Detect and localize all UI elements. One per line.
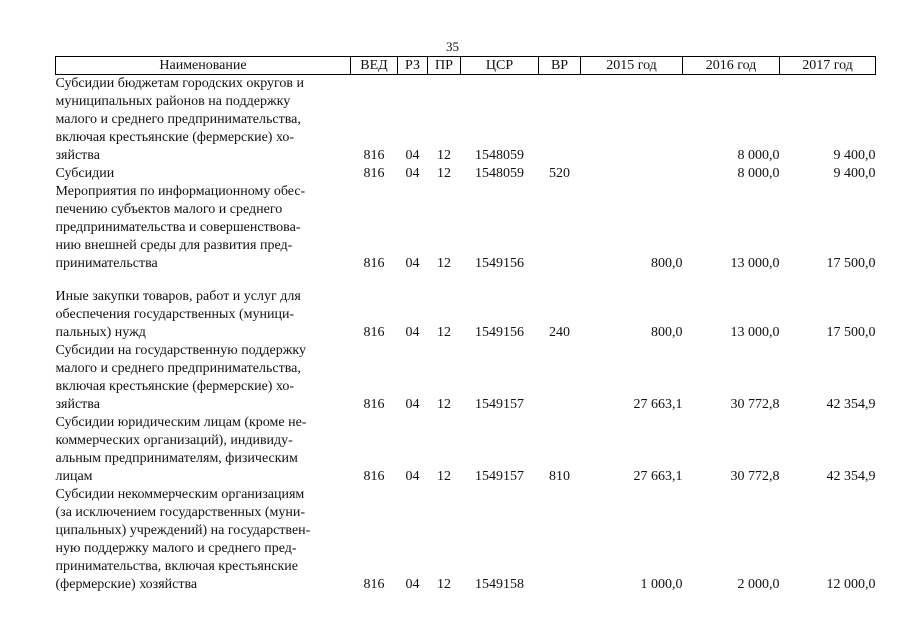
rz-cell: 04	[405, 397, 420, 412]
value-2017-cell: 9 400,0	[833, 166, 876, 181]
pr-cell: 12	[437, 577, 451, 592]
csr-cell: 1549158	[475, 577, 524, 592]
name-line: зяйства	[55, 148, 100, 163]
name-line: коммерческих организаций), индивиду-	[55, 433, 293, 448]
ved-cell: 816	[363, 256, 385, 271]
page-number: 35	[446, 39, 459, 54]
name-line: обеспечения государственных (муници-	[55, 307, 295, 322]
csr-cell: 1548059	[475, 148, 524, 163]
value-2016-cell: 8 000,0	[737, 148, 780, 163]
row-name-cell	[56, 288, 351, 342]
value-2015-cell	[581, 75, 683, 166]
pr-cell: 12	[437, 166, 451, 181]
header-2016: 2016 год	[683, 57, 780, 75]
value-2016-cell: 13 000,0	[730, 256, 780, 271]
csr-cell: 1549156	[475, 325, 524, 340]
rz-cell: 04	[405, 325, 420, 340]
value-2015-cell: 800,0	[651, 256, 683, 271]
rz-cell: 04	[405, 166, 420, 181]
value-2016-cell: 13 000,0	[730, 325, 780, 340]
ved-cell: 816	[363, 148, 385, 163]
pr-cell: 12	[437, 325, 451, 340]
csr-cell: 1548059	[475, 166, 524, 181]
name-line: принимательства, включая крестьянские	[55, 559, 299, 574]
vr-cell	[539, 486, 581, 594]
header-csr: ЦСР	[461, 57, 539, 75]
name-line: включая крестьянские (фермерские) хо-	[55, 379, 295, 394]
name-line: (за исключением государственных (муни-	[55, 505, 305, 520]
value-2017-cell: 9 400,0	[833, 148, 876, 163]
csr-cell: 1549157	[475, 469, 524, 484]
table-row	[56, 414, 876, 486]
name-line: (фермерские) хозяйства	[55, 577, 198, 592]
name-line: зяйства	[55, 397, 100, 412]
value-2017-cell: 17 500,0	[826, 325, 876, 340]
table-body	[56, 75, 876, 595]
name-line: лицам	[55, 469, 93, 484]
header-2017: 2017 год	[780, 57, 876, 75]
name-line: включая крестьянские (фермерские) хо-	[55, 130, 295, 145]
value-2016-cell: 30 772,8	[730, 397, 780, 412]
value-2015-cell: 1 000,0	[640, 577, 683, 592]
name-line: предпринимательства и совершенствова-	[55, 220, 301, 235]
row-name-cell	[56, 183, 351, 273]
name-line: ципальных) учреждений) на государствен-	[55, 523, 311, 538]
ved-cell: 816	[363, 469, 385, 484]
value-2017-cell: 42 354,9	[826, 397, 876, 412]
budget-table	[55, 56, 876, 594]
ved-cell: 816	[363, 166, 385, 181]
header-rz: РЗ	[398, 57, 428, 75]
value-2016-cell: 8 000,0	[737, 166, 780, 181]
rz-cell: 04	[405, 469, 420, 484]
name-line: малого и среднего предпринимательства,	[55, 361, 301, 376]
header-pr: ПР	[428, 57, 461, 75]
name-line: альным предпринимателям, физическим	[55, 451, 298, 466]
header-ved: ВЕД	[351, 57, 398, 75]
vr-cell	[539, 183, 581, 273]
value-2017-cell: 12 000,0	[826, 577, 876, 592]
rz-cell: 04	[405, 577, 420, 592]
row-name-cell	[56, 342, 351, 414]
name-line: ную поддержку малого и среднего пред-	[55, 541, 297, 556]
name-line: Субсидии некоммерческим организациям	[55, 487, 305, 502]
vr-cell	[539, 75, 581, 166]
value-2016-cell: 30 772,8	[730, 469, 780, 484]
header-row	[56, 57, 876, 75]
rz-cell: 04	[405, 148, 420, 163]
vr-cell	[539, 342, 581, 414]
name-line: Мероприятия по информационному обес-	[55, 184, 306, 199]
vr-cell: 810	[549, 469, 570, 484]
name-line: Субсидии на государственную поддержку	[55, 343, 307, 358]
name-line: принимательства	[55, 256, 158, 271]
vr-cell: 520	[549, 166, 570, 181]
row-name-cell	[56, 75, 351, 166]
row-spacer	[56, 273, 876, 288]
name-line: муниципальных районов на поддержку	[55, 94, 291, 109]
table-row	[56, 342, 876, 414]
value-2016-cell: 2 000,0	[737, 577, 780, 592]
row-name-cell	[56, 165, 351, 183]
row-name-cell	[56, 486, 351, 594]
value-2017-cell: 42 354,9	[826, 469, 876, 484]
table-row	[56, 183, 876, 273]
pr-cell: 12	[437, 397, 451, 412]
name-line: Субсидии юридическим лицам (кроме не-	[55, 415, 307, 430]
rz-cell: 04	[405, 256, 420, 271]
csr-cell: 1549156	[475, 256, 524, 271]
table-row	[56, 75, 876, 166]
value-2017-cell: 17 500,0	[826, 256, 876, 271]
header-2015: 2015 год	[581, 57, 683, 75]
value-2015-cell	[581, 165, 683, 183]
spacer-cell	[56, 273, 876, 288]
ved-cell: 816	[363, 397, 385, 412]
name-line: Субсидии бюджетам городских округов и	[55, 76, 305, 91]
table-row	[56, 486, 876, 594]
ved-cell: 816	[363, 325, 385, 340]
name-line: Субсидии	[55, 166, 115, 181]
table-row	[56, 288, 876, 342]
header-name: Наименование	[56, 57, 351, 75]
name-line: нию внешней среды для развития пред-	[55, 238, 293, 253]
ved-cell: 816	[363, 577, 385, 592]
header-vr: ВР	[539, 57, 581, 75]
value-2015-cell: 800,0	[651, 325, 683, 340]
pr-cell: 12	[437, 469, 451, 484]
value-2015-cell: 27 663,1	[633, 469, 683, 484]
csr-cell: 1549157	[475, 397, 524, 412]
pr-cell: 12	[437, 148, 451, 163]
pr-cell: 12	[437, 256, 451, 271]
vr-cell: 240	[549, 325, 570, 340]
table-row	[56, 165, 876, 183]
name-line: печению субъектов малого и среднего	[55, 202, 283, 217]
row-name-cell	[56, 414, 351, 486]
value-2015-cell: 27 663,1	[633, 397, 683, 412]
name-line: Иные закупки товаров, работ и услуг для	[55, 289, 301, 304]
name-line: малого и среднего предпринимательства,	[55, 112, 301, 127]
name-line: пальных) нужд	[55, 325, 146, 340]
